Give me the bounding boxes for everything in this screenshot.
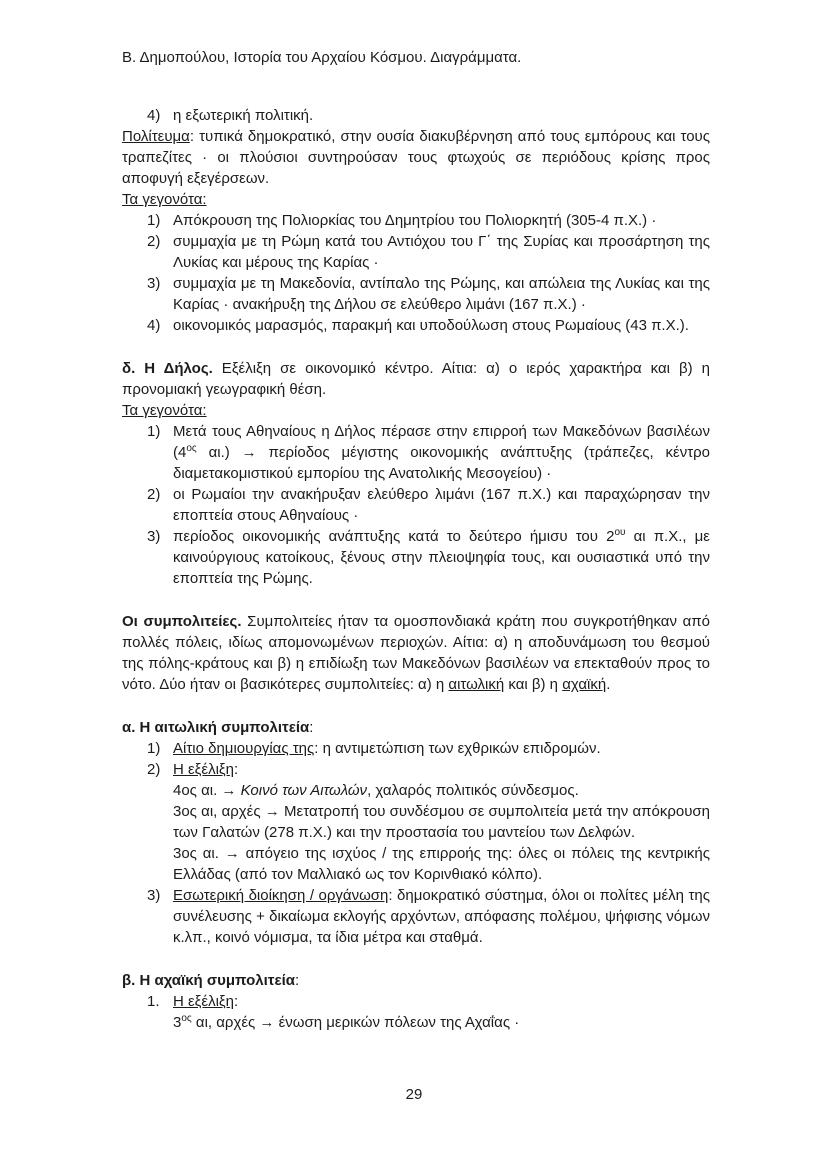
achaiki-word: αχαϊκή: [562, 676, 607, 693]
item-label: Η εξέλιξη: [173, 993, 234, 1010]
list-number: 3): [147, 528, 161, 545]
events-heading-rhodes: [122, 189, 710, 210]
events-heading-delos: [122, 400, 710, 421]
text-run: :: [233, 993, 239, 1010]
sympoliteies-paragraph: [122, 611, 710, 695]
timeline-line: 3ος αι, αρχές → Μετατροπή του συνδέσμου σε συμπολιτεία μετά την απόκρουση των Γαλατών (278 π.Χ.) και την προστασία του μαντείου των Δελφών.: [173, 803, 710, 841]
delos-heading: δ. Η Δήλος.: [122, 360, 213, 377]
text-run: Συμπολιτείες ήταν τα ομοσπονδιακά κράτη που συγκροτήθηκαν από πολλές πόλεις, ιδίως απομονωμένων περιοχών. Αίτια: α) η αποδυνάμωση του θεσμού της πόλης-κράτους και β) η επιδίωξη των Μακεδόνων βασιλέων να επεκταθούν προς το νότο. Δύο ήταν οι βασικότερες συμπολιτείες: α) η: [122, 613, 711, 693]
text-run: :: [309, 719, 314, 736]
list-item: [147, 210, 710, 231]
list-text: η εξωτερική πολιτική.: [173, 107, 314, 124]
list-text: οικονομικός μαρασμός, παρακμή και υποδούλωση στους Ρωμαίους (43 π.Χ.).: [173, 317, 689, 334]
list-number: 1.: [147, 993, 160, 1010]
delos-intro: Εξέλιξη σε οικονομικό κέντρο. Αίτια: α) ο ιερός χαρακτήρα και β) η προνομιακή γεωγραφική θέση.: [122, 360, 710, 398]
item-label: Αίτιο δημιουργίας της: [173, 740, 315, 757]
text-run: .: [606, 676, 611, 693]
list-item: [147, 991, 710, 1012]
events-label: Τα γεγονότα:: [122, 191, 207, 208]
aitoliki-word: αιτωλική: [448, 676, 505, 693]
list-item: [147, 315, 710, 336]
sympoliteies-heading: Οι συμπολιτείες.: [122, 613, 242, 630]
text-run: 4ος αι. →: [173, 782, 241, 799]
timeline-line: [173, 1012, 710, 1033]
delos-paragraph: [122, 358, 710, 400]
achaiki-section-heading: [122, 970, 710, 991]
list-item: [147, 484, 710, 526]
superscript: ου: [614, 527, 626, 538]
list-number: 2): [147, 761, 161, 778]
spacer: [122, 695, 710, 717]
list-item: [147, 759, 710, 780]
list-text: συμμαχία με τη Μακεδονία, αντίπαλο της Ρώμης, και απώλεια της Λυκίας και της Καρίας · ανακήρυξη της Δήλου σε ελεύθερο λιμάνι (167 π.Χ.) ·: [173, 275, 710, 313]
politeuma-paragraph: [122, 126, 710, 189]
timeline-line: 3ος αι. → απόγειο της ισχύος / της επιρροής της: όλες οι πόλεις της κεντρικής Ελλάδας (από τον Μαλλιακό ως τον Κορινθιακό κόλπο).: [173, 845, 710, 883]
list-text: [173, 991, 710, 1012]
text-run: :: [233, 761, 239, 778]
list-number: 1): [147, 423, 161, 440]
politeuma-text: : τυπικά δημοκρατικό, στην ουσία διακυβέρνηση από τους εμπόρους και τους τραπεζίτες · οι πλούσιοι συντηρούσαν τους φτωχούς σε περιόδους κρίσης προς αποφυγή εξεγέρσεων.: [122, 128, 710, 187]
text-run: 3: [173, 1014, 182, 1031]
spacer: [122, 336, 710, 358]
text-run: , χαλαρός πολιτικός σύνδεσμος.: [367, 782, 579, 799]
list-number: 4): [147, 107, 161, 124]
text-run: Μετά τους Αθηναίους η Δήλος πέρασε στην επιρροή των Μακεδόνων βασιλέων (4: [173, 423, 710, 461]
page-number: 29: [405, 1086, 423, 1103]
list-number: 2): [147, 233, 161, 250]
list-item: [147, 738, 710, 759]
list-text: [173, 885, 710, 948]
politeuma-label: Πολίτευμα: [122, 128, 190, 145]
section-heading-text: α. Η αιτωλική συμπολιτεία: [122, 719, 310, 736]
list-item: [147, 885, 710, 948]
text-run: αι, αρχές → ένωση μερικών πόλεων της Αχαΐας ·: [191, 1014, 520, 1031]
list-text: [173, 421, 710, 484]
aitoliki-section-heading: [122, 717, 710, 738]
spacer: [122, 948, 710, 970]
list-number: 1): [147, 212, 161, 229]
timeline-line: [173, 780, 710, 801]
item-label: Εσωτερική διοίκηση / οργάνωση: [173, 887, 389, 904]
list-number: 4): [147, 317, 161, 334]
list-text: [173, 759, 710, 780]
text-run: : η αντιμετώπιση των εχθρικών επιδρομών.: [314, 740, 601, 757]
list-number: 2): [147, 486, 161, 503]
text-run: αι π.Χ., με καινούργιους κατοίκους, ξένους στην πλειοψηφία τους, και ουσιαστικά υπό την εποπτεία της Ρώμης.: [173, 528, 710, 587]
list-item: [147, 526, 710, 589]
text-run: αι.) → περίοδος μέγιστης οικονομικής ανάπτυξης (τράπεζες, κέντρο διαμετακομιστικού εμπορίου της Ανατολικής Μεσογείου) ·: [173, 444, 710, 482]
text-run: περίοδος οικονομικής ανάπτυξης κατά το δεύτερο ήμισυ του 2: [173, 528, 615, 545]
list-text: Απόκρουση της Πολιορκίας του Δημητρίου του Πολιορκητή (305-4 π.Χ.) ·: [173, 212, 657, 229]
text-run: :: [295, 972, 300, 989]
text-run: : δημοκρατικό σύστημα, όλοι οι πολίτες μέλη της συνέλευσης + δικαίωμα εκλογής αρχόντων, απόφασης πολέμου, ψήφισης νόμων κ.λπ., κοινό νόμισμα, τα ίδια μέτρα και σταθμά.: [173, 887, 710, 946]
list-text: συμμαχία με τη Ρώμη κατά του Αντιόχου του Γ΄ της Συρίας και προσάρτηση της Λυκίας και μέρους της Καρίας ·: [173, 233, 710, 271]
italic-term: Κοινό των Αιτωλών: [240, 782, 368, 799]
list-text: οι Ρωμαίοι την ανακήρυξαν ελεύθερο λιμάνι (167 π.Χ.) και παραχώρησαν την εποπτεία στους Αθηναίους ·: [173, 486, 710, 524]
list-text: [173, 738, 710, 759]
events-label: Τα γεγονότα:: [122, 402, 207, 419]
superscript: ος: [186, 443, 197, 454]
document-header: Β. Δημοπούλου, Ιστορία του Αρχαίου Κόσμου. Διαγράμματα.: [122, 49, 522, 66]
list-number: 3): [147, 275, 161, 292]
text-run: και β) η: [504, 676, 563, 693]
list-item-foreign-policy: [147, 105, 710, 126]
superscript: ος: [181, 1013, 192, 1024]
list-item: [147, 421, 710, 484]
section-heading-text: β. Η αχαϊκή συμπολιτεία: [122, 972, 295, 989]
list-text: [173, 526, 710, 589]
list-number: 1): [147, 740, 161, 757]
item-label: Η εξέλιξη: [173, 761, 234, 778]
list-number: 3): [147, 887, 161, 904]
spacer: [122, 589, 710, 611]
list-item: [147, 273, 710, 315]
list-item: [147, 231, 710, 273]
